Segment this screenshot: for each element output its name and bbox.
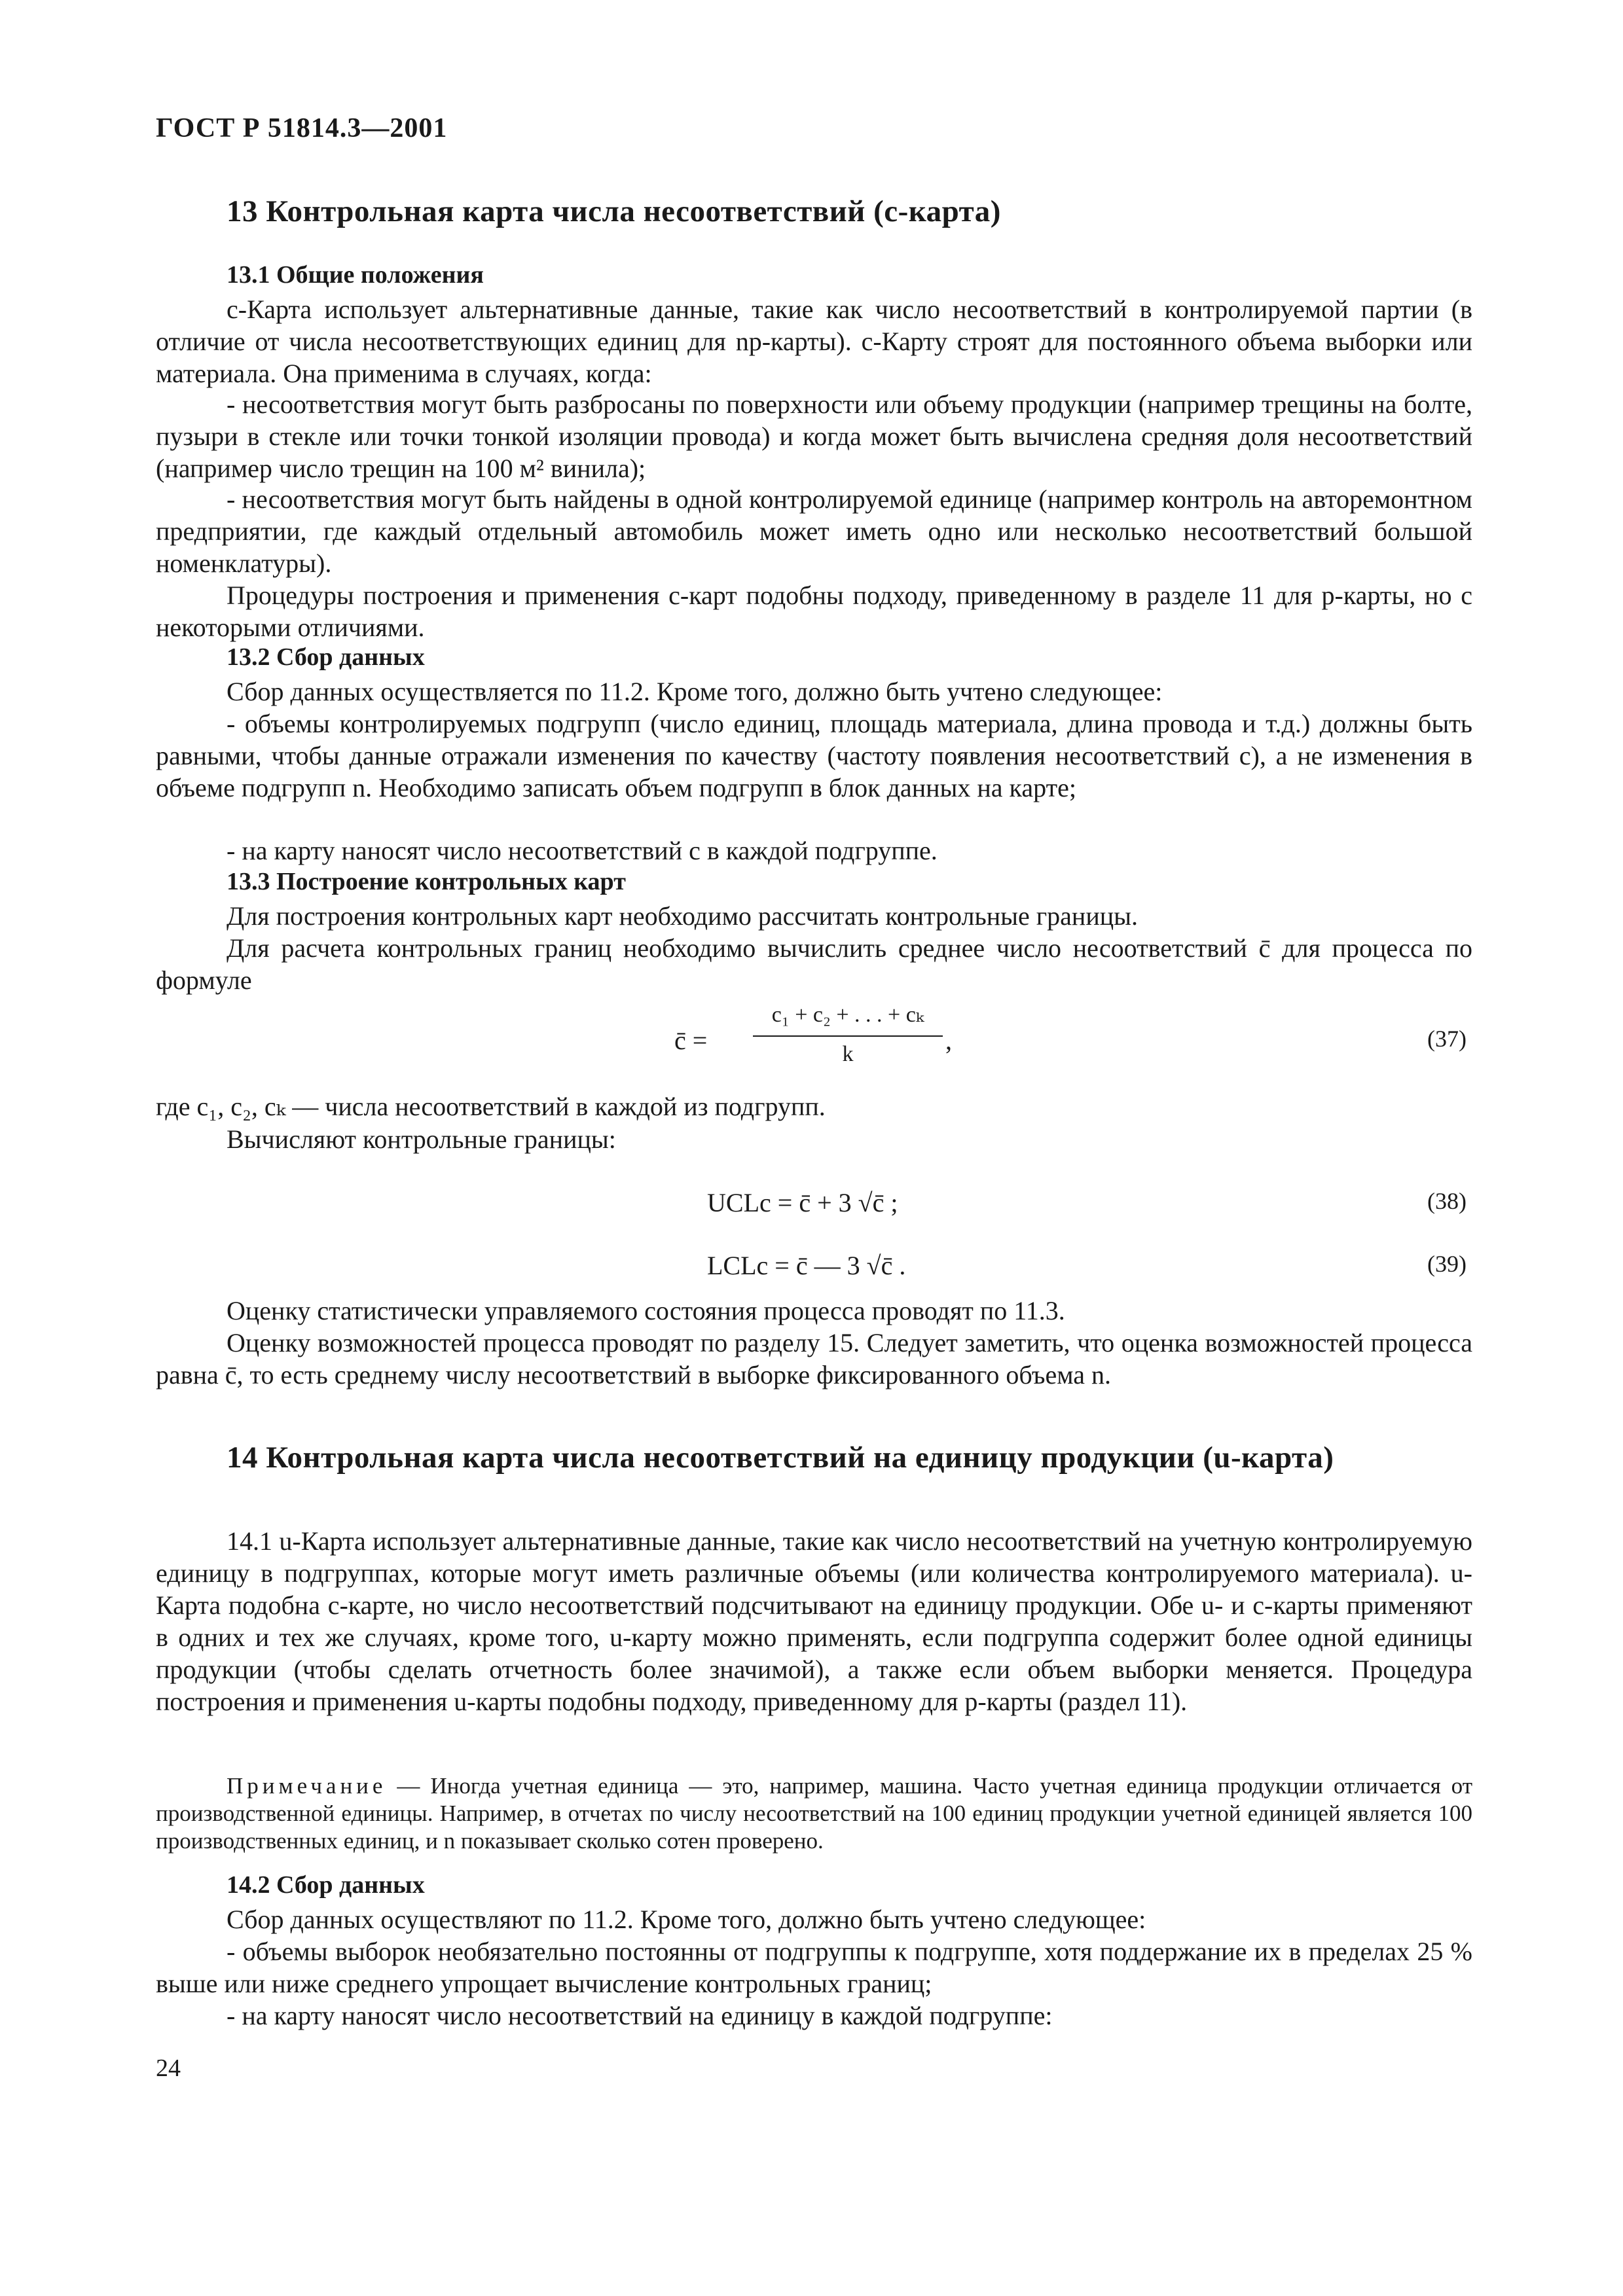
section-14-title: 14 Контрольная карта числа несоответствий на единицу продукции (u-карта) <box>227 1441 1334 1475</box>
paragraph-14-2-intro: Сбор данных осуществляют по 11.2. Кроме того, должно быть учтено следующее: <box>227 1905 1146 1934</box>
note-label: Примечание <box>227 1773 387 1799</box>
paragraph-13-1-intro: c-Карта использует альтернативные данные, такие как число несоответствий в контролируемой партии (в отличие от числа несоответствующих единиц для np-карты). c-Карту строят для постоянного объема выборки или материала. Она применима в случаях, когда: <box>156 295 1472 388</box>
paragraph-13-3-capability: Оценку возможностей процесса проводят по разделу 15. Следует заметить, что оценка возможностей процесса равна c̄, то есть среднему числу несоответствий в выборке фиксированного объема n. <box>156 1328 1472 1390</box>
formula-39: LCLc = c̄ — 3 √c̄ . <box>707 1251 906 1280</box>
paragraph-14-2-item-1: - объемы выборок необязательно постоянны от подгруппы к подгруппе, хотя поддержание их в пределах 25 % выше или ниже среднего упрощает вычисление контрольных границ; <box>156 1937 1472 1998</box>
subsection-13-1-heading: 13.1 Общие положения <box>227 261 484 289</box>
document-header: ГОСТ Р 51814.3—2001 <box>156 113 448 143</box>
paragraph-13-1-procedure: Процедуры построения и применения c-карт подобны подходу, приведенному в разделе 11 для p-карты, но с некоторыми отличиями. <box>156 581 1472 642</box>
paragraph-13-2-item-2: - на карту наносят число несоответствий c в каждой подгруппе. <box>227 836 938 865</box>
equation-number-38: (38) <box>1427 1188 1467 1214</box>
equation-number-37: (37) <box>1427 1026 1467 1052</box>
note-text: — Иногда учетная единица — это, например, машина. Часто учетная единица продукции отличается от производственной единицы. Например, в отчетах по числу несоответствий на 100 единиц продукции учетной единицей является 100 производственных единиц, и n показывает сколько сотен проверено. <box>156 1773 1472 1854</box>
paragraph-13-3-compute-limits: Вычисляют контрольные границы: <box>227 1124 616 1154</box>
paragraph-13-2-intro: Сбор данных осуществляется по 11.2. Кроме того, должно быть учтено следующее: <box>227 677 1163 706</box>
formula-38: UCLc = c̄ + 3 √c̄ ; <box>707 1188 898 1217</box>
section-13-title: 13 Контрольная карта числа несоответствий (c-карта) <box>227 194 1001 228</box>
formula-37-denominator: k <box>842 1042 854 1066</box>
page-number: 24 <box>156 2054 181 2082</box>
paragraph-14-1: 14.1 u-Карта использует альтернативные данные, такие как число несоответствий на учетную контролируемую единицу в подгруппах, которые могут иметь различные объемы (или количества контролируемого материала). u-Карта подобна c-карте, но число несоответствий подсчитывают на единицу продукции. Обе u- и c-карты применяют в одних и тех же случаях, кроме того, u-карту можно применять, если подгруппа содержит более одной единицы продукции (чтобы сделать отчетность более значимой), а также если объем выборки меняется. Процедура построения и применения u-карты подобны подходу, приведенному для p-карты (раздел 11). <box>156 1526 1472 1716</box>
subsection-13-2-heading: 13.2 Сбор данных <box>227 643 425 671</box>
paragraph-13-3-where: где c₁, c₂, cₖ — числа несоответствий в каждой из подгрупп. <box>156 1092 826 1121</box>
paragraph-13-3-control-state: Оценку статистически управляемого состояния процесса проводят по 11.3. <box>227 1296 1065 1325</box>
paragraph-14-2-item-2: - на карту наносят число несоответствий на единицу в каждой подгруппе: <box>227 2001 1053 2030</box>
paragraph-13-2-item-1: - объемы контролируемых подгрупп (число единиц, площадь материала, длина провода и т.д.) должны быть равными, чтобы данные отражали изменения по качеству (частоту появления несоответствий c), а не изменения в объеме подгрупп n. Необходимо записать объем подгрупп в блок данных на карте; <box>156 709 1472 802</box>
formula-37-lhs: c̄ = <box>674 1026 708 1055</box>
note-14-1 <box>156 1772 1472 1855</box>
formula-37-fraction-bar <box>753 1035 943 1037</box>
subsection-14-2-heading: 14.2 Сбор данных <box>227 1871 425 1899</box>
formula-37-numerator: c₁ + c₂ + . . . + cₖ <box>771 1003 924 1027</box>
paragraph-13-1-item-2: - несоответствия могут быть найдены в одной контролируемой единице (например контроль на авторемонтном предприятии, где каждый отдельный автомобиль может иметь одно или несколько несоответствий большой номенклатуры). <box>156 484 1472 578</box>
paragraph-13-1-item-1: - несоответствия могут быть разбросаны по поверхности или объему продукции (например трещины на болте, пузыри в стекле или точки тонкой изоляции провода) и когда может быть вычислена средняя доля несоответствий (например число трещин на 100 м² винила); <box>156 389 1472 483</box>
equation-number-39: (39) <box>1427 1251 1467 1277</box>
paragraph-13-3-intro: Для построения контрольных карт необходимо рассчитать контрольные границы. <box>227 901 1139 931</box>
subsection-13-3-heading: 13.3 Построение контрольных карт <box>227 868 626 895</box>
paragraph-13-3-mean: Для расчета контрольных границ необходимо вычислить среднее число несоответствий c̄ для процесса по формуле <box>156 933 1472 995</box>
formula-37-tail: , <box>945 1026 952 1055</box>
